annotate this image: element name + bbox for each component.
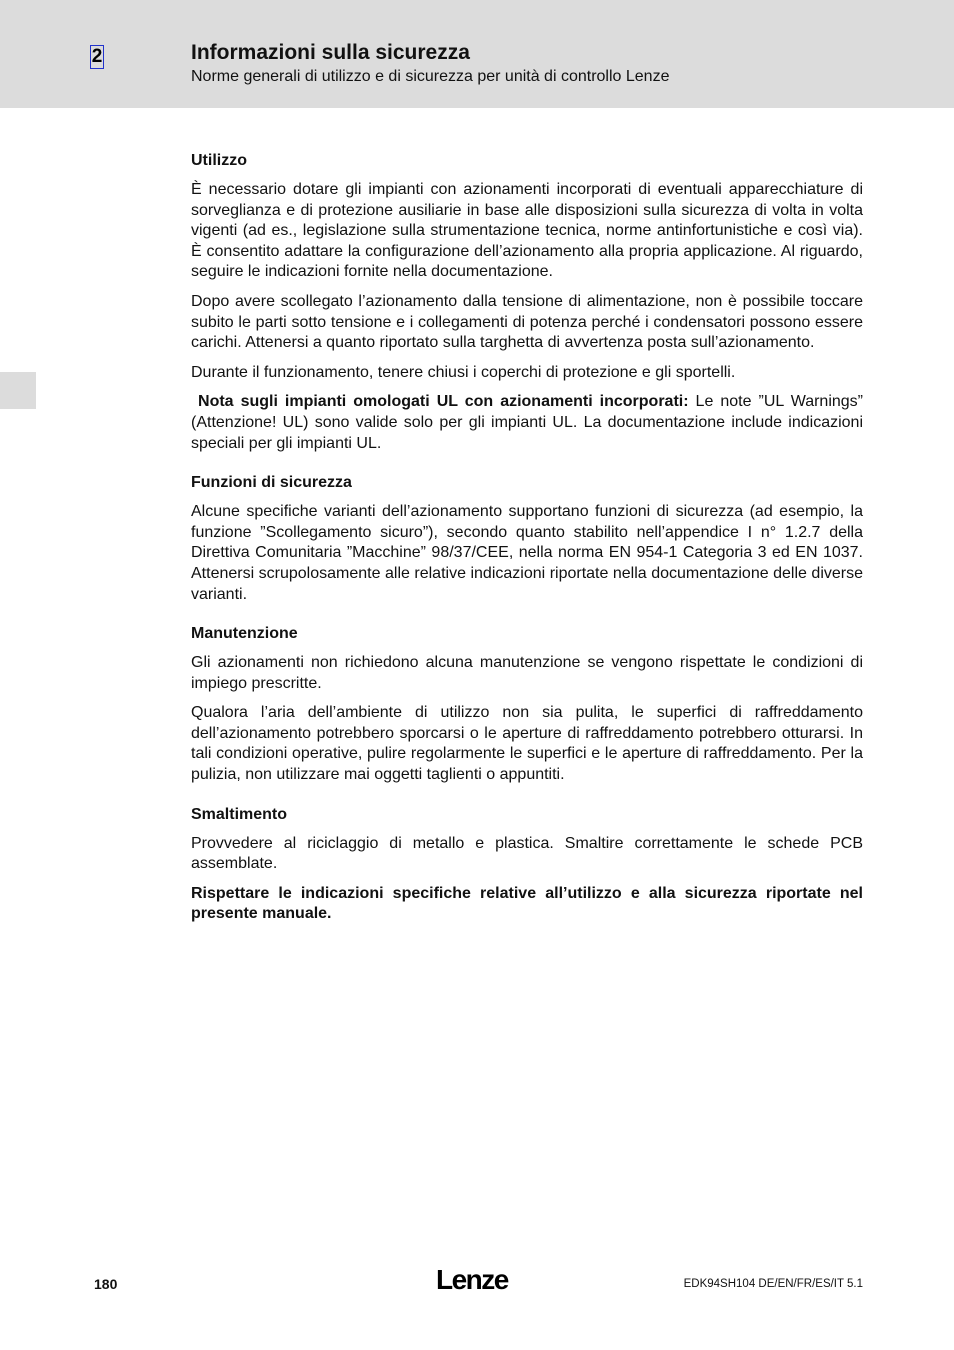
- paragraph: È necessario dotare gli impianti con azionamenti incorporati di eventuali apparecchiature di sorveglianza e di protezione ausiliarie in base alle disposizioni sulla sicurezza di volta in volta vigenti (ad es., legislazione sulla strumentazione tecnica, norme antinfortunistiche e così via). È consentito adattare la configurazione dell’azionamento alla propria applicazione. Al riguardo, seguire le indicazioni fornite nella documentazione.: [191, 181, 863, 281]
- document-body: [191, 150, 863, 943]
- paragraph: Provvedere al riciclaggio di metallo e plastica. Smaltire correttamente le schede PCB assemblate.: [191, 834, 863, 873]
- section-heading: Manutenzione: [191, 625, 298, 643]
- ul-note: [191, 392, 863, 454]
- section-heading: Utilizzo: [191, 152, 247, 169]
- chapter-number[interactable]: 2: [91, 46, 103, 67]
- ul-note-text: Le note ”UL Warnings” (Attenzione! UL) sono valide solo per gli impianti UL. La documentazione include indicazioni speciali per gli impianti UL.: [191, 393, 863, 452]
- paragraph: Qualora l’aria dell’ambiente di utilizzo non sia pulita, le superfici di raffreddamento dell’azionamento potrebbero sporcarsi o le aperture di raffreddamento potrebbero otturarsi. In tali condizioni operative, pulire regolarmente le superfici e le aperture di raffreddamento. Per la pulizia, non utilizzare mai oggetti taglienti o appuntiti.: [191, 704, 863, 784]
- lenze-logo: Lenze: [436, 1264, 508, 1295]
- section-manutenzione: [191, 623, 863, 786]
- header-band: [0, 0, 954, 108]
- paragraph: Dopo avere scollegato l’azionamento dalla tensione di alimentazione, non è possibile toccare subito le parti sotto tensione e i collegamenti di potenza perché i condensatori possono essere carichi. Attenersi a quanto riportato sulla targhetta di avvertenza posta sull’azionamento.: [191, 292, 863, 352]
- chapter-side-tab: [0, 372, 36, 409]
- paragraph: Durante il funzionamento, tenere chiusi i coperchi di protezione e gli sportelli.: [191, 363, 736, 381]
- section-funzioni-sicurezza: [191, 472, 863, 605]
- page-subtitle: Norme generali di utilizzo e di sicurezza per unità di controllo Lenze: [191, 68, 670, 85]
- ul-note-label: Nota sugli impianti omologati UL con azionamenti incorporati:: [198, 393, 689, 411]
- paragraph: Gli azionamenti non richiedono alcuna manutenzione se vengono rispettate le condizioni di impiego prescritte.: [191, 654, 863, 692]
- section-heading: Smaltimento: [191, 805, 288, 823]
- section-smaltimento: [191, 804, 863, 925]
- closing-statement: Rispettare le indicazioni specifiche relative all’utilizzo e alla sicurezza riportate nel presente manuale.: [191, 884, 863, 923]
- page-number: 180: [94, 1276, 118, 1292]
- page-title: Informazioni sulla sicurezza: [191, 41, 470, 64]
- section-utilizzo: [191, 150, 863, 454]
- document-id: EDK94SH104 DE/EN/FR/ES/IT 5.1: [683, 1278, 863, 1290]
- section-heading: Funzioni di sicurezza: [191, 474, 352, 492]
- paragraph: Alcune specifiche varianti dell’azionamento supportano funzioni di sicurezza (ad esempio, la funzione ”Scollegamento sicuro”), secondo quanto stabilito nell’appendice I n° 1.2.7 della Direttiva Comunitaria ”Macchine” 98/37/CEE, nella norma EN 954-1 Categoria 3 ed EN 1037. Attenersi scrupolosamente alle relative indicazioni riportate nella documentazione delle diverse varianti.: [191, 503, 863, 603]
